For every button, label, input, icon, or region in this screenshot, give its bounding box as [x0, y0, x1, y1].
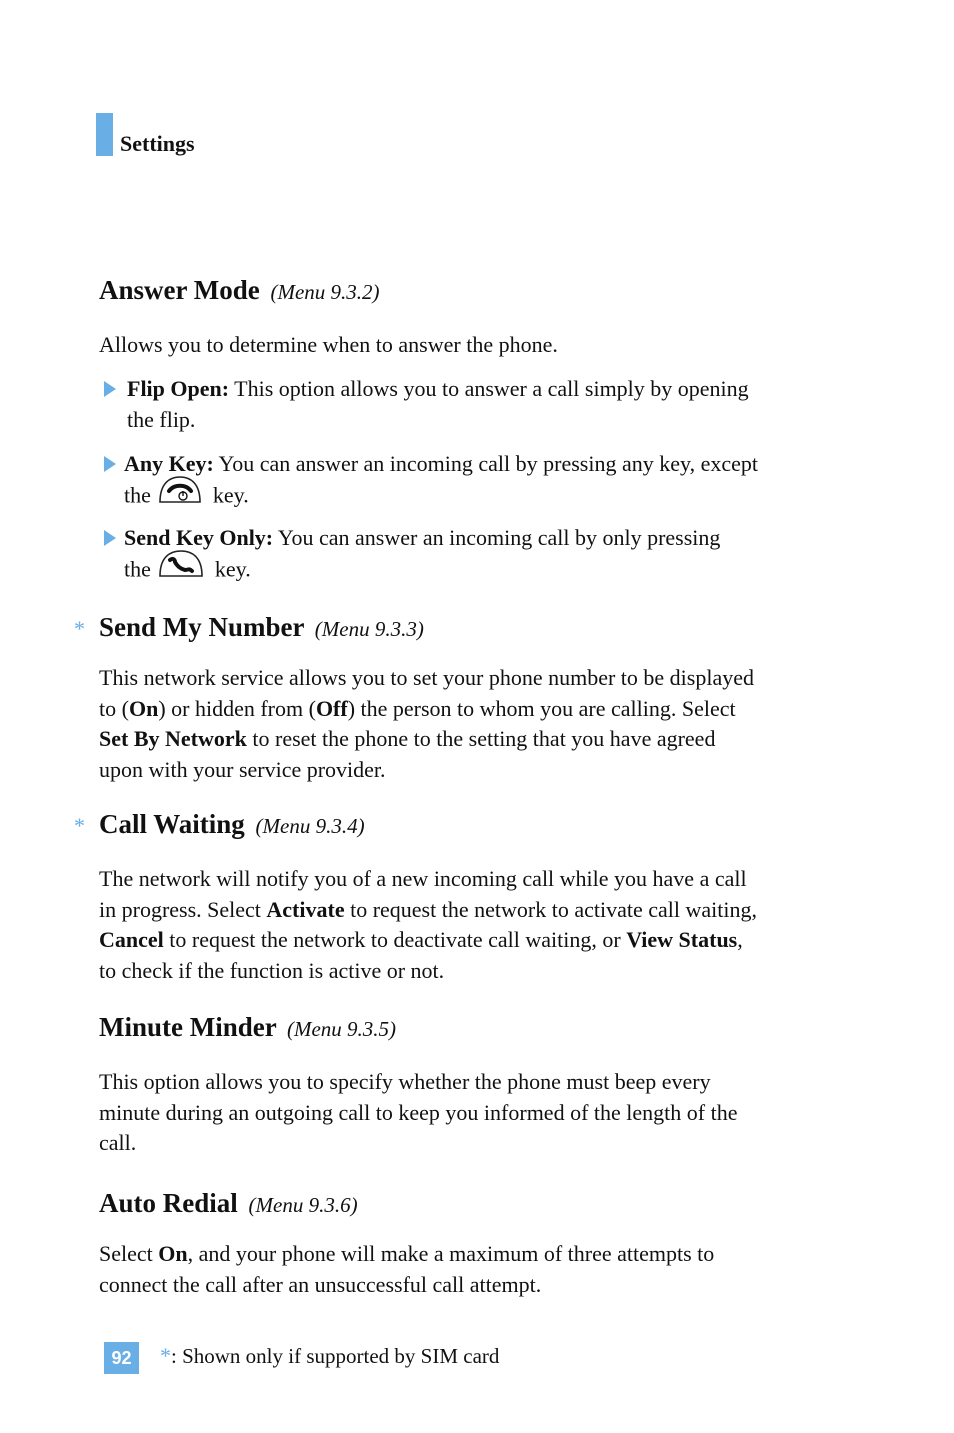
off-option: Off: [315, 695, 348, 721]
sim-dependent-star-icon: *: [74, 616, 85, 641]
any-key-the: the: [124, 481, 151, 507]
call-waiting-heading: [99, 809, 365, 840]
auto-redial-body: [99, 1239, 839, 1300]
activate-option: Activate: [266, 896, 345, 922]
text-line: minute during an outgoing call to keep you informed of the length of the: [99, 1099, 738, 1125]
text-run: to request the network to deactivate call waiting, or: [163, 927, 627, 952]
auto-redial-menu: (Menu 9.3.6): [248, 1193, 358, 1217]
text-run: to reset the phone to the setting that you have agreed: [246, 726, 716, 751]
minute-minder-body: [99, 1067, 839, 1159]
answer-mode-heading: [99, 275, 380, 306]
any-key-text: You can answer an incoming call by pressing any key, except: [213, 451, 758, 476]
send-key-only-text: You can answer an incoming call by only pressing: [273, 525, 721, 550]
sim-dependent-star-icon: *: [74, 813, 85, 838]
text-run: Select: [99, 1241, 159, 1266]
text-line: This option allows you to specify whether the phone must beep every: [99, 1069, 711, 1094]
send-my-number-heading: [99, 612, 424, 643]
text-run: ) or hidden from (: [158, 695, 316, 721]
send-key-only-item: [124, 523, 854, 588]
minute-minder-heading: [99, 1012, 396, 1043]
text-line: upon with your service provider.: [99, 756, 386, 782]
auto-redial-heading: [99, 1188, 358, 1219]
answer-mode-intro: Allows you to determine when to answer the phone.: [99, 332, 558, 357]
minute-minder-title: Minute Minder: [99, 1012, 277, 1042]
bullet-arrow-icon: [104, 530, 116, 546]
text-line: call.: [99, 1130, 137, 1155]
send-my-number-body: [99, 663, 839, 785]
footnote: [160, 1343, 499, 1369]
set-by-network-option: Set By Network: [99, 726, 247, 751]
text-line: The network will notify you of a new incoming call while you have a call: [99, 866, 747, 891]
cancel-option: Cancel: [99, 927, 164, 952]
send-my-number-title: Send My Number: [99, 612, 305, 642]
any-key-label: Any Key:: [124, 451, 214, 476]
section-accent-bar: [96, 113, 113, 156]
send-key-only-label: Send Key Only:: [124, 525, 274, 550]
page-number: 92: [104, 1342, 139, 1374]
flip-open-item: [127, 374, 847, 435]
flip-open-text: This option allows you to answer a call simply by opening: [229, 376, 749, 401]
send-my-number-menu: (Menu 9.3.3): [314, 617, 424, 641]
sim-dependent-star-icon: *: [160, 1343, 171, 1368]
text-run: , and your phone will make a maximum of three attempts to: [187, 1241, 715, 1266]
footnote-text: : Shown only if supported by SIM card: [171, 1344, 500, 1368]
answer-mode-menu: (Menu 9.3.2): [270, 280, 380, 304]
text-run: to request the network to activate call waiting,: [344, 896, 757, 922]
send-key-only-key: key.: [214, 555, 251, 581]
text-run: ) the person to whom you are calling. Select: [347, 695, 736, 721]
minute-minder-menu: (Menu 9.3.5): [287, 1017, 397, 1041]
section-label: Settings: [120, 131, 195, 156]
bullet-arrow-icon: [104, 456, 116, 472]
send-key-icon: [157, 548, 205, 589]
flip-open-text-cont: the flip.: [127, 406, 196, 432]
text-line: connect the call after an unsuccessful call attempt.: [99, 1271, 542, 1297]
text-run: in progress. Select: [99, 896, 267, 922]
call-waiting-menu: (Menu 9.3.4): [255, 814, 365, 838]
text-line: This network service allows you to set your phone number to be displayed: [99, 665, 754, 690]
answer-mode-title: Answer Mode: [99, 275, 260, 305]
flip-open-label: Flip Open:: [127, 376, 230, 401]
text-run: ,: [737, 927, 743, 952]
on-option: On: [128, 695, 159, 721]
on-option: On: [158, 1241, 188, 1266]
call-waiting-body: [99, 864, 839, 986]
call-waiting-title: Call Waiting: [99, 809, 245, 839]
end-power-key-icon: [157, 474, 203, 515]
any-key-key: key.: [212, 481, 249, 507]
any-key-item: [124, 449, 854, 514]
bullet-arrow-icon: [104, 381, 116, 397]
text-line: to check if the function is active or not.: [99, 957, 445, 983]
view-status-option: View Status: [626, 927, 738, 952]
send-key-only-the: the: [124, 555, 151, 581]
text-run: to (: [99, 695, 129, 721]
auto-redial-title: Auto Redial: [99, 1188, 238, 1218]
